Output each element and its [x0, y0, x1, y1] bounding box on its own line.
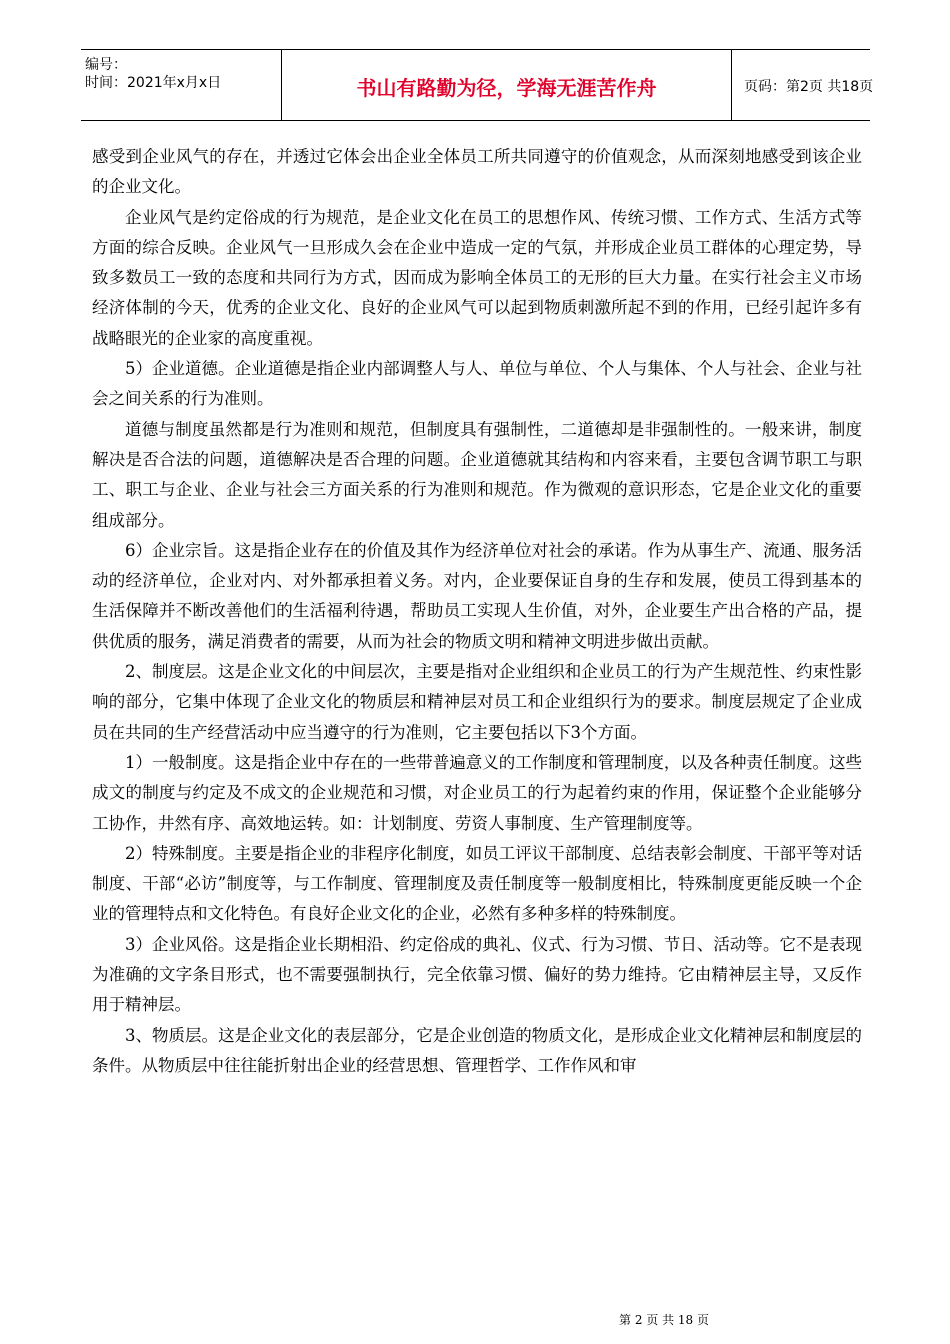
- paragraph: 2、制度层。这是企业文化的中间层次，主要是指对企业组织和企业员工的行为产生规范性、约束性影响的部分，它集中体现了企业文化的物质层和精神层对员工和企业组织行为的要求。制度层规定了企业成员在共同的生产经营活动中应当遵守的行为准则，它主要包括以下3个方面。: [92, 662, 862, 742]
- paragraph: 1）一般制度。这是指企业中存在的一些带普遍意义的工作制度和管理制度，以及各种责任制度。这些成文的制度与约定及不成文的企业规范和习惯，对企业员工的行为起着约束的作用，保证整个企业能够分工协作，井然有序、高效地运转。如：计划制度、劳资人事制度、生产管理制度等。: [92, 752, 862, 833]
- header-page-code: 页码：第2页 共18页: [744, 79, 874, 95]
- paragraph: 企业风气是约定俗成的行为规范，是企业文化在员工的思想作风、传统习惯、工作方式、生活方式等方面的综合反映。企业风气一旦形成久会在企业中造成一定的气氛，并形成企业员工群体的心理定势，导致多数员工一致的态度和共同行为方式，因而成为影响全体员工的无形的巨大力量。在实行社会主义市场经济体制的今天，优秀的企业文化、良好的企业风气可以起到物质刺激所起不到的作用，已经引起许多有战略眼光的企业家的高度重视。: [92, 207, 862, 348]
- document-number-label: 编号：: [85, 57, 127, 73]
- paragraph: 道德与制度虽然都是行为准则和规范，但制度具有强制性，二道德却是非强制性的。一般来讲，制度解决是否合法的问题，道德解决是否合理的问题。企业道德就其结构和内容来看，主要包含调节职工与职工、职工与企业、企业与社会三方面关系的行为准则和规范。作为微观的意识形态，它是企业文化的重要组成部分。: [92, 419, 862, 530]
- paragraph: 3）企业风俗。这是指企业长期相沿、约定俗成的典礼、仪式、行为习惯、节日、活动等。它不是表现为准确的文字条目形式，也不需要强制执行，完全依靠习惯、偏好的势力维持。它由精神层主导，又反作用于精神层。: [92, 934, 862, 1015]
- paragraph: 6）企业宗旨。这是指企业存在的价值及其作为经济单位对社会的承诺。作为从事生产、流通、服务活动的经济单位，企业对内、对外都承担着义务。对内，企业要保证自身的生存和发展，使员工得到基本的生活保障并不断改善他们的生活福利待遇，帮助员工实现人生价值，对外，企业要生产出合格的产品，提供优质的服务，满足消费者的需要，从而为社会的物质文明和精神文明进步做出贡献。: [92, 540, 862, 651]
- header-page-cell: [732, 50, 874, 120]
- paragraph: 3、物质层。这是企业文化的表层部分，它是企业创造的物质文化，是形成企业文化精神层和制度层的条件。从物质层中往往能折射出企业的经营思想、管理哲学、工作作风和审: [92, 1025, 862, 1075]
- page-footer: 第 2 页 共 18 页: [619, 1313, 709, 1327]
- paragraph: 2）特殊制度。主要是指企业的非程序化制度，如员工评议干部制度、总结表彰会制度、干部平等对话制度、干部“必访”制度等，与工作制度、管理制度及责任制度等一般制度相比，特殊制度更能反映一个企业的管理特点和文化特色。有良好企业文化的企业，必然有多种多样的特殊制度。: [92, 843, 862, 924]
- document-header: [81, 49, 874, 121]
- header-motto-cell: [282, 50, 732, 120]
- paragraph: 感受到企业风气的存在，并透过它体会出企业全体员工所共同遵守的价值观念，从而深刻地感受到该企业的企业文化。: [92, 147, 862, 197]
- header-info-cell: [81, 50, 282, 120]
- header-motto: 书山有路勤为径，学海无涯苦作舟: [356, 76, 657, 100]
- paragraph: 5）企业道德。企业道德是指企业内部调整人与人、单位与单位、个人与集体、个人与社会、企业与社会之间关系的行为准则。: [92, 359, 862, 409]
- document-date-label: 时间：2021年x月x日: [85, 75, 222, 91]
- body-text: [92, 142, 862, 1081]
